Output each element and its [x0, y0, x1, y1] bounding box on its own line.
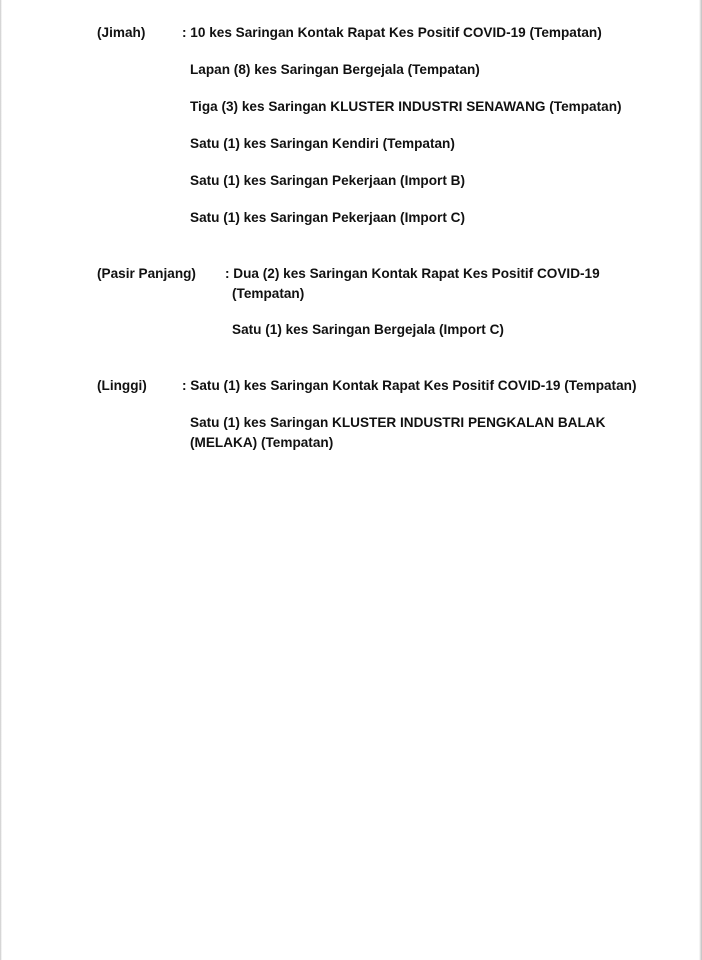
case-line: : Dua (2) kes Saringan Kontak Rapat Kes Positif COVID-19: [225, 266, 600, 281]
case-line: : Satu (1) kes Saringan Kontak Rapat Kes Positif COVID-19 (Tempatan): [182, 378, 637, 393]
case-line: Satu (1) kes Saringan Kendiri (Tempatan): [190, 136, 455, 151]
page-left-edge: [0, 0, 2, 960]
case-line: Satu (1) kes Saringan Bergejala (Import C): [232, 322, 504, 337]
case-line-continuation: (Tempatan): [232, 286, 305, 301]
case-line: Satu (1) kes Saringan Pekerjaan (Import C): [190, 210, 465, 225]
case-line: Satu (1) kes Saringan Pekerjaan (Import B): [190, 173, 465, 188]
case-line: Tiga (3) kes Saringan KLUSTER INDUSTRI SENAWANG (Tempatan): [190, 99, 622, 114]
case-line: Satu (1) kes Saringan KLUSTER INDUSTRI PENGKALAN BALAK: [190, 415, 606, 430]
case-line: : 10 kes Saringan Kontak Rapat Kes Positif COVID-19 (Tempatan): [182, 25, 602, 40]
location-label-linggi: (Linggi): [97, 378, 147, 393]
case-line-continuation: (MELAKA) (Tempatan): [190, 435, 334, 450]
case-line: Lapan (8) kes Saringan Bergejala (Tempatan): [190, 62, 480, 77]
location-label-pasir-panjang: (Pasir Panjang): [97, 266, 196, 281]
location-label-jimah: (Jimah): [97, 25, 146, 40]
